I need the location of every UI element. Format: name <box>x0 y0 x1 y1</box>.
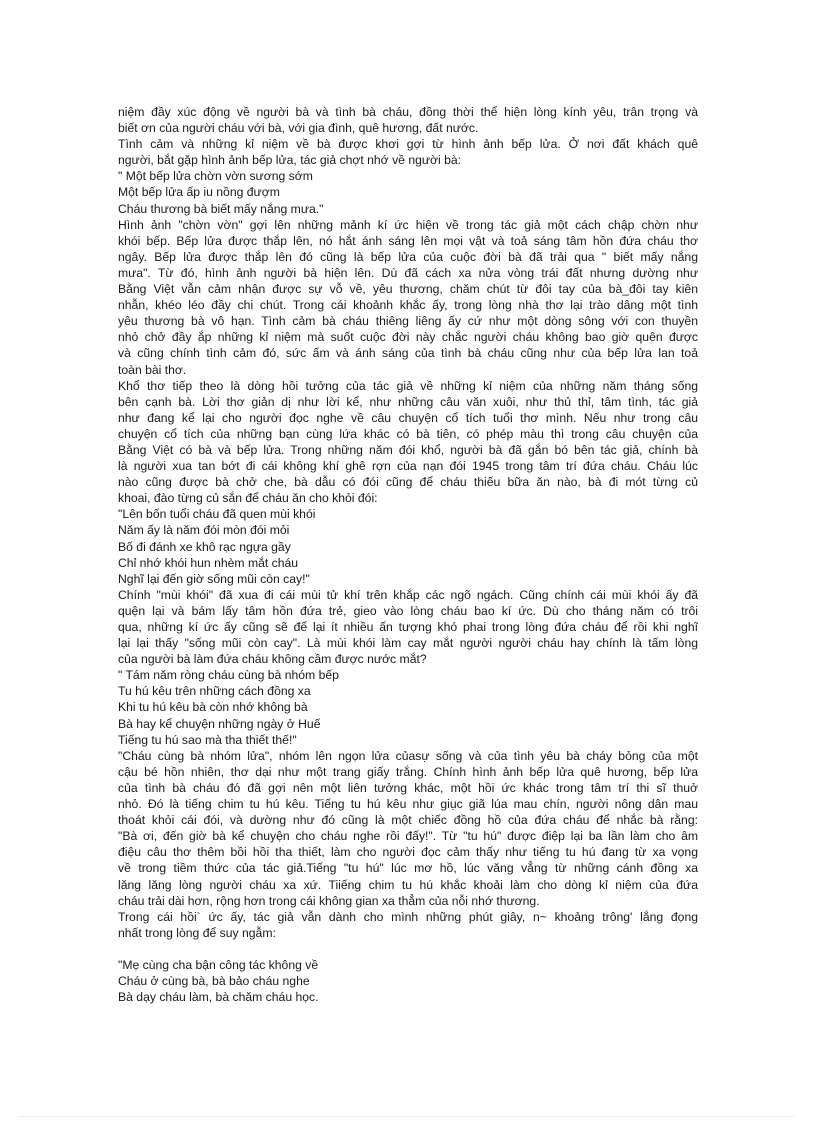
blank-line <box>118 941 698 957</box>
poem-line: Bố đi đánh xe khô rạc ngựa gầy <box>118 539 291 554</box>
text-line: yêu thương bà vô hạn. Tình cảm bà cháu thiêng liêng ấy cứ như một dòng sông với con thuyền <box>118 314 698 329</box>
poem-line: Nghĩ lại đến giờ sống mũi còn cay!" <box>118 571 310 586</box>
text-line: là người xua tan bớt đi cái không khí ghê rợn của nạn đói 1945 trong tâm trí đứa cháu. Cháu lúc <box>118 459 698 474</box>
text-line: thoát khỏi cái đói, và dường như đó cũng là một chiếc đồng hồ của đứa cháu để nhắc bà rằng: <box>118 813 698 828</box>
poem-line: Tiếng tu hú sao mà tha thiết thế!" <box>118 732 297 747</box>
text-line: "Cháu cùng bà nhóm lửa", nhóm lên ngọn lửa củasự sống và của tình yêu bà cháy bỏng của một <box>118 748 698 763</box>
text-line: Bằng Việt vẫn cảm nhận được sự vỗ về, yêu thương, chăm chút từ đôi tay của bà_đôi tay kiên <box>118 282 698 297</box>
poem-line: " Tám năm ròng cháu cùng bà nhóm bếp <box>118 668 339 683</box>
document-body <box>118 104 698 1005</box>
text-line: nhẫn, khéo léo đầy chi chút. Trong cái khoảnh khắc ấy, trong lòng nhà thơ lại trào dâng một tình <box>118 298 698 313</box>
text-line: mưa". Từ đó, hình ảnh người bà hiện lên. Dù đã cách xa nửa vòng trái đất nhưng dường như <box>118 265 698 280</box>
text-line: khoai, đào từng củ sắn để cháu ăn cho khỏi đói: <box>118 491 378 506</box>
text-line: nào cũng được bà chở che, bà dẫu có đói cũng để cháu thiếu bữa ăn nào, bà đi mót từng củ <box>118 475 698 490</box>
text-line: Trong cái hồi` ức ấy, tác giả vẫn dành cho mình những phút giây, n~ khoảng trông' lắng đọng <box>118 909 698 924</box>
poem-line: "Lên bốn tuổi cháu đã quen mùi khói <box>118 507 316 522</box>
text-line: Bằng Việt có bà và bếp lửa. Trong những năm đói khổ, người bà đã gắn bó bên tác giả, chính bà <box>118 442 698 457</box>
text-line: bên cạnh bà. Lời thơ giản dị như lời kể, như những câu văn xuôi, như thủ thỉ, tâm tình, tác giả <box>118 394 698 409</box>
text-line: nhất trong lòng để suy ngẫm: <box>118 925 276 940</box>
text-line: "Bà ơi, đến giờ bà kể chuyện cho cháu nghe rồi đấy!". Từ "tu hú" được điệp lại ba lần làm cho âm <box>118 829 698 844</box>
poem-line: " Một bếp lửa chờn vờn sương sớm <box>118 169 313 184</box>
poem-line: Bà hay kể chuyện những ngày ở Huế <box>118 716 321 731</box>
text-line: qua, những kí ức ấy cũng sẽ để lại ít nhiều ấn tượng khó phai trong lòng đứa cháu để rồi khi nghĩ <box>118 620 698 634</box>
text-line: lại lại thấy "sống mũi còn cay". Là mùi khói làm cay mắt người người cháu hay chính là tấm lòng <box>118 636 698 651</box>
text-line: cậu bé hồn nhiên, thơ dại như một trang giấy trắng. Chính hình ảnh bếp lửa quê hương, bếp lửa <box>118 764 698 779</box>
text-line: của người bà làm đứa cháu không cầm được nước mắt? <box>118 652 427 667</box>
poem-line: Cháu ở cùng bà, bà bảo cháu nghe <box>118 973 310 988</box>
poem-line: Tu hú kêu trên những cách đồng xa <box>118 684 311 699</box>
text-line: nhỏ chở đầy ắp những kỉ niệm mà suốt cuộc đời này chắc người cháu không bao giờ quên được <box>118 330 698 345</box>
text-line: ngây. Bếp lửa được thắp lên đó cũng là bếp lửa của cuộc đời bà đã trải qua " biết mấy nắng <box>118 249 698 264</box>
text-line: khói bếp. Bếp lửa được thắp lên, nó hắt ánh sáng lên mọi vật và toả sáng tâm hồn đứa cháu thơ <box>118 233 698 248</box>
poem-line: Năm ấy là năm đói mòn đói mỏi <box>118 523 290 538</box>
text-line: chuyện cổ tích của những bạn cùng lứa khác có bà tiên, có phép màu thì trong câu chuyện của <box>118 426 698 441</box>
poem-line: Cháu thương bà biết mấy nắng mưa." <box>118 201 324 216</box>
page-edge-divider <box>20 1116 796 1117</box>
text-line: biết ơn của người cháu với bà, với gia đình, quê hương, đất nước. <box>118 121 479 136</box>
text-line: Tình cảm và những kỉ niệm về bà được khơi gợi từ hình ảnh bếp lửa. Ở nơi đất khách quê <box>118 137 698 152</box>
text-line: Hình ảnh "chờn vờn" gợi lên những mảnh kí ức hiện về trong tác giả một cách chập chờn như <box>118 217 698 232</box>
text-line: cháu trải dài hơn, rộng hơn trong cái không gian xa thẳm của nỗi nhớ thương. <box>118 893 540 908</box>
text-line: và cũng chính tình cảm đó, sức ấm và ánh sáng của tình bà cháu cũng như của bếp lửa lan toả <box>118 346 698 361</box>
text-line: điệu câu thơ thêm bồi hồi tha thiết, làm cho người đọc cảm thấy như tiếng tu hú đang từ xa vọng <box>118 845 698 860</box>
poem-line: Bà dạy cháu làm, bà chăm cháu học. <box>118 990 319 1005</box>
text-line: lăng lăng lòng người cháu xa xứ. Tiiếng chim tu hú khắc khoải làm cho dòng kỉ niệm của đứa <box>118 877 698 892</box>
text-line: Khổ thơ tiếp theo là dòng hồi tưởng của tác giả về những kỉ niệm của những năm tháng sống <box>118 378 698 393</box>
text-line: toàn bài thơ. <box>118 362 187 377</box>
text-line: Chính "mùi khói" đã xua đi cái mùi tử khí trên khắp các ngõ ngách. Cũng chính cái mùi khói ấy đã <box>118 587 698 602</box>
text-line: như đang kể lại cho người đọc nghe về câu chuyện cổ tích tuổi thơ mình. Nếu như trong câu <box>118 410 698 425</box>
poem-line: "Mẹ cùng cha bận công tác không về <box>118 957 319 972</box>
poem-line: Một bếp lửa ấp iu nồng đượm <box>118 185 280 200</box>
text-line: về trong tiềm thức của tác giả.Tiếng "tu hú" lúc mơ hồ, lúc văng vẳng từ những cánh đồng xa <box>118 861 698 876</box>
text-line: của tình bà cháu đó đã gợi nên một liên tưởng khác, một hồi ức khác trong tâm trí thi sĩ thuở <box>118 780 698 795</box>
text-line: người, bắt gặp hình ảnh bếp lửa, tác giả chợt nhớ về người bà: <box>118 153 462 168</box>
poem-line: Chỉ nhớ khói hun nhèm mắt cháu <box>118 555 299 570</box>
poem-line: Khi tu hú kêu bà còn nhớ không bà <box>118 700 308 715</box>
text-line: quện lại và bám lấy tâm hồn đứa trẻ, gieo vào lòng cháu bao kí ức. Dù cho tháng năm có trôi <box>118 603 698 618</box>
text-line: niệm đầy xúc động về người bà và tình bà cháu, đồng thời thể hiện lòng kính yêu, trân trọng và <box>118 105 698 119</box>
text-line: nhỏ. Đó là tiếng chim tu hú kêu. Tiếng tu hú kêu như giục giã lúa mau chín, người nông dân mau <box>118 797 698 812</box>
